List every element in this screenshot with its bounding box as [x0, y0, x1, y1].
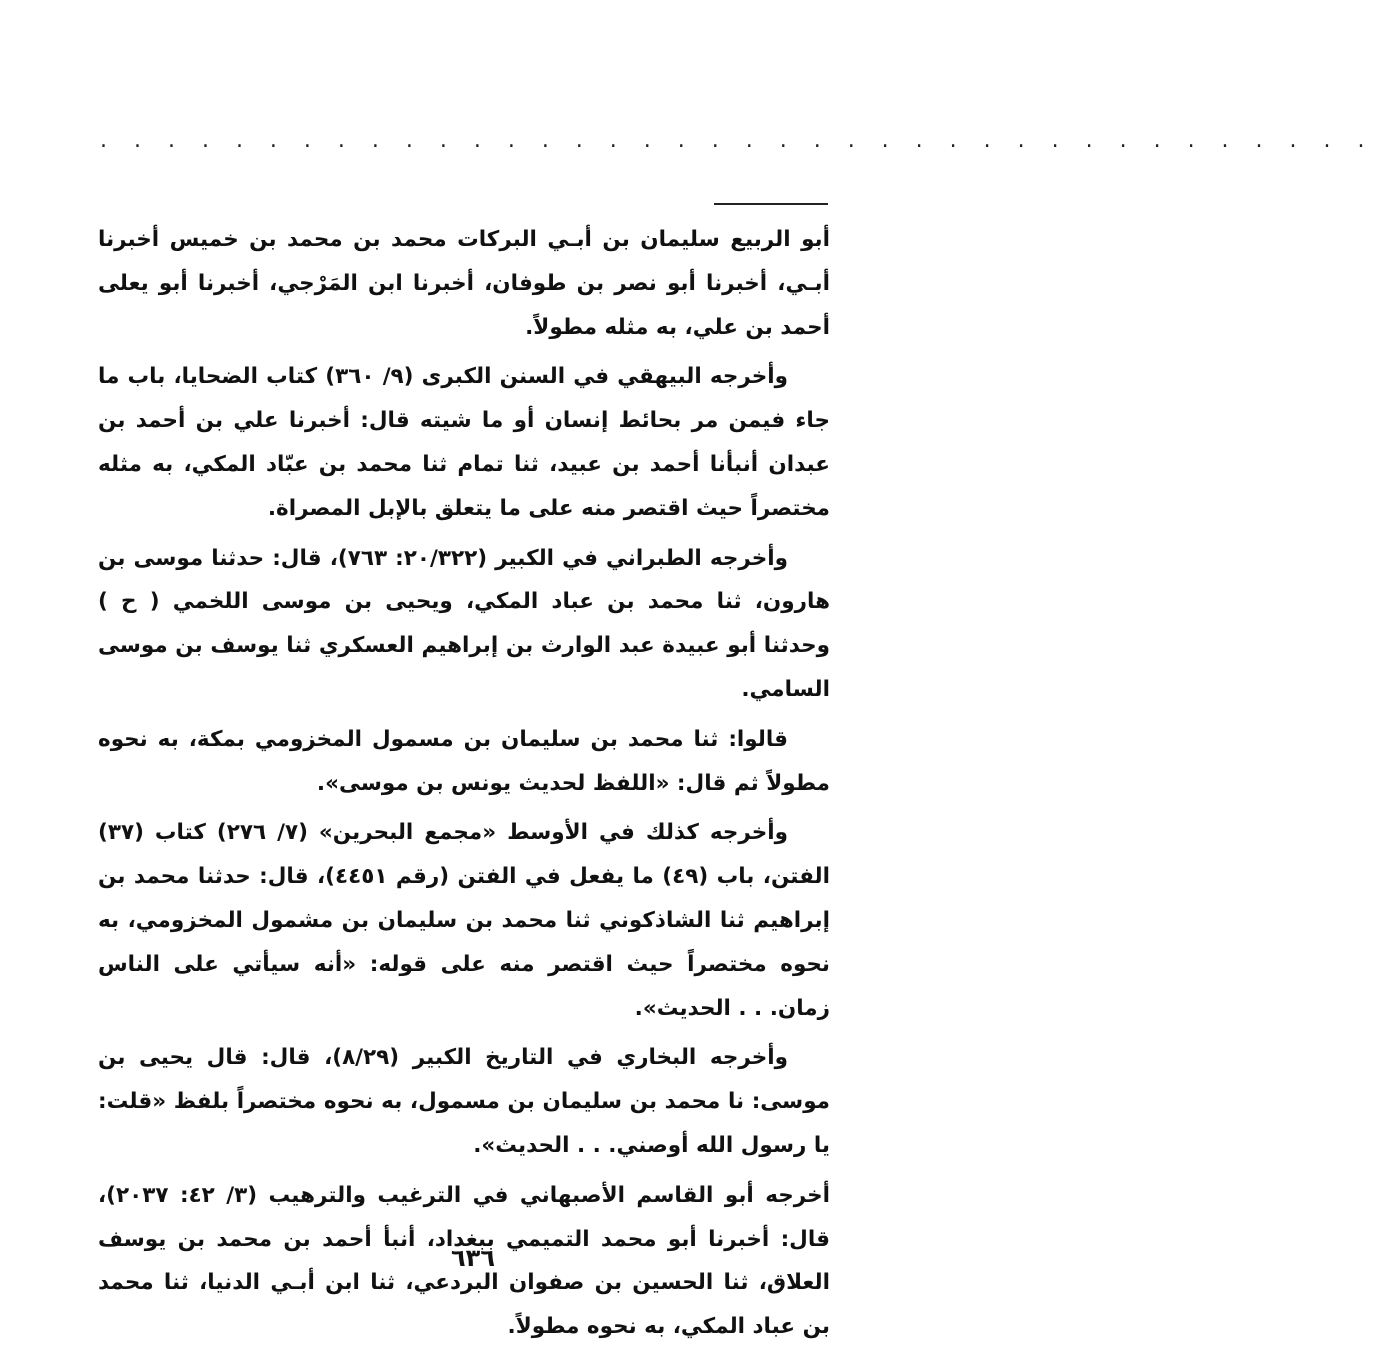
paragraph: قالوا: ثنا محمد بن سليمان بن مسمول المخزومي بمكة، به نحوه مطولاً ثم قال: «اللفظ لحديث يونس بن موسى». — [98, 726, 830, 796]
footnote-body — [98, 218, 830, 1355]
paragraph: وأخرجه الطبراني في الكبير (٢٠/٣٢٢: ٧٦٣)، قال: حدثنا موسى بن هارون، ثنا محمد بن عباد المكي، ويحيى بن موسى اللخمي ( ح ) وحدثنا أبو عبيدة عبد الوارث بن إبراهيم العسكري ثنا يوسف بن موسى السامي. — [98, 545, 830, 702]
footnote-rule — [714, 203, 828, 205]
paragraph: أبو الربيع سليمان بن أبـي البركات محمد بن محمد بن خميس أخبرنا أبـي، أخبرنا أبو نصر بن طوفان، أخبرنا ابن المَرْجي، أخبرنا أبو يعلى أحمد بن علي، به مثله مطولاً. — [98, 227, 830, 340]
paragraph: أخرجه أبو القاسم الأصبهاني في الترغيب والترهيب (٣/ ٤٢: ٢٠٣٧)، قال: أخبرنا أبو محمد التميمي ببغداد، أنبأ أحمد بن محمد بن يوسف العلاق، ثنا الحسين بن صفوان البردعي، ثنا ابن أبـي الدنيا، ثنا محمد بن عباد المكي، به نحوه مطولاً. — [98, 1182, 830, 1340]
paragraph: وأخرجه كذلك في الأوسط «مجمع البحرين» (٧/ ٢٧٦) كتاب (٣٧) الفتن، باب (٤٩) ما يفعل في الفتن (رقم ٤٤٥١)، قال: حدثنا محمد بن إبراهيم ثنا الشاذكوني ثنا محمد بن سليمان بن مشمول المخزومي، به نحوه مختصراً حيث اقتصر منه على قوله: «أنه سيأتي على الناس زمان. . . الحديث». — [98, 820, 830, 1021]
separator-dots: . . . . . . . . . . . . . . . . . . . . . . . . . . . . . . . . . . . . . . — [100, 128, 1375, 153]
page-number: ٦٣٦ — [451, 1244, 495, 1272]
paragraph: وأخرجه البيهقي في السنن الكبرى (٩/ ٣٦٠) كتاب الضحايا، باب ما جاء فيمن مر بحائط إنسان أو ما شيته قال: أخبرنا علي بن أحمد بن عبدان أنبأنا أحمد بن عبيد، ثنا تمام ثنا محمد بن عبّاد المكي، به مثله مختصراً حيث اقتصر منه على ما يتعلق بالإبل المصراة. — [98, 364, 830, 521]
paragraph: وأخرجه البخاري في التاريخ الكبير (٨/٢٩)، قال: قال يحيى بن موسى: نا محمد بن سليمان بن مسمول، به نحوه مختصراً بلفظ «قلت: يا رسول الله أوصني. . . الحديث». — [98, 1045, 830, 1158]
